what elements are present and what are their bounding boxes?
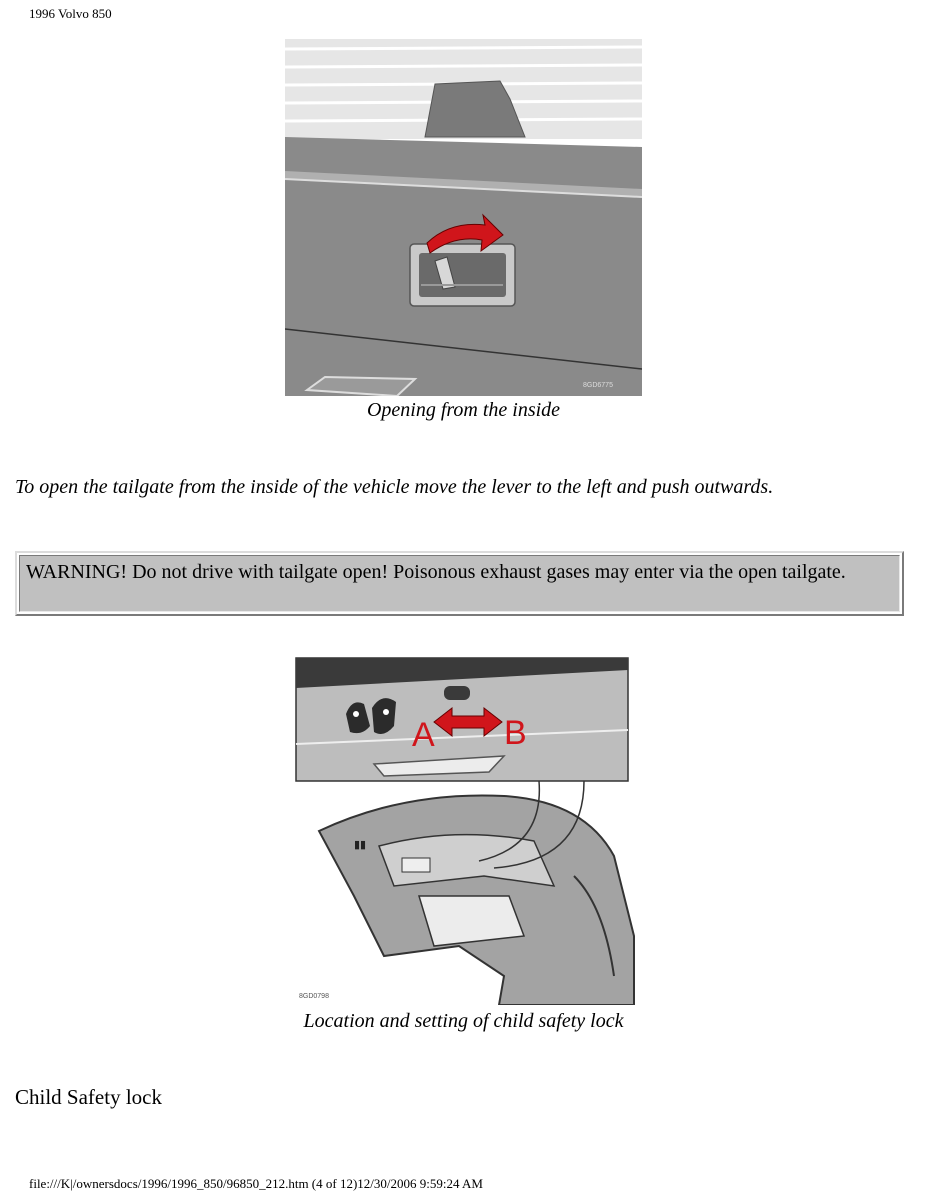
label-b: B [504,714,527,752]
page-footer: file:///K|/ownersdocs/1996/1996_850/96850_212.htm (4 of 12)12/30/2006 9:59:24 AM [29,1176,483,1191]
tailgate-handle-illustration [285,39,642,396]
label-a: A [412,716,435,754]
svg-text:▮▮: ▮▮ [354,839,367,851]
section-title: Child Safety lock [15,1085,162,1109]
figure-code: 8GD0798 [299,993,329,1000]
warning-text: WARNING! Do not drive with tailgate open! Poisonous exhaust gases may enter via the open tailgate. [19,555,900,612]
figure-caption: Opening from the inside [366,399,561,421]
page-header: 1996 Volvo 850 [29,6,112,21]
figure-caption: Location and setting of child safety lock [303,1010,624,1032]
instruction-paragraph: To open the tailgate from the inside of the vehicle move the lever to the left and push outwards. [15,476,774,498]
warning-box [15,551,904,616]
child-lock-illustration [284,646,639,1005]
figure-code: 8GD6775 [583,382,613,389]
